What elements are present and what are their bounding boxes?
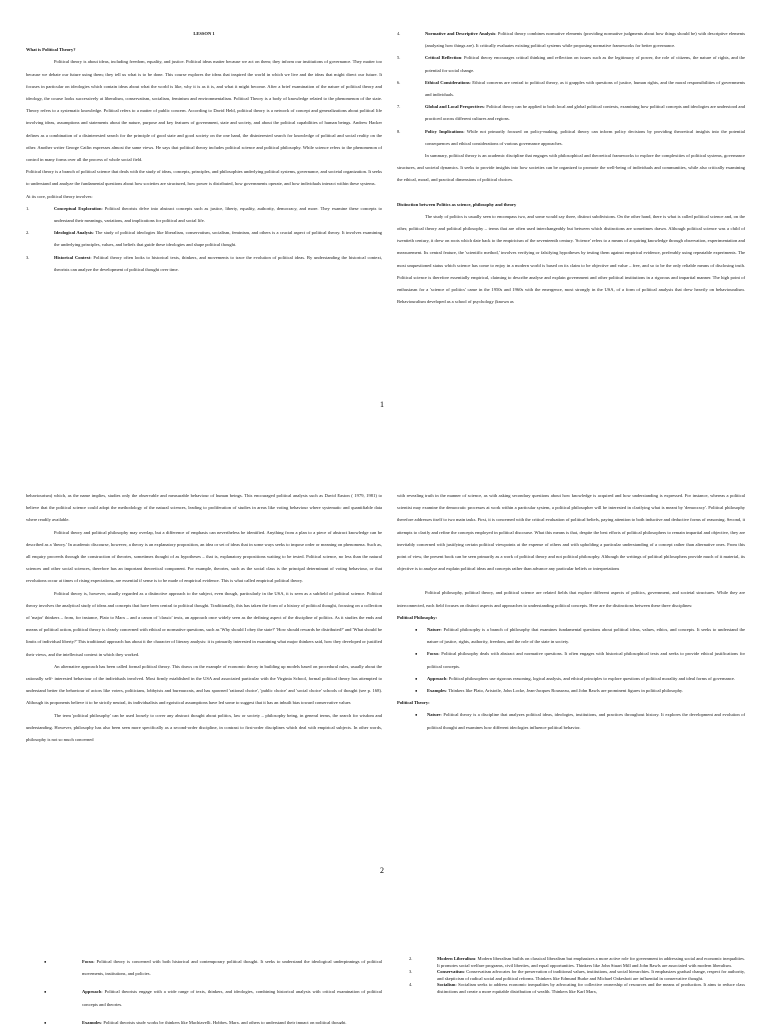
page-3-right-column <box>397 956 745 996</box>
list-item: 5. Critical Reflection: Political theory encourages critical thinking and reflection on issues such as the legitimacy of power, the role of citizens, the nature of rights, and the potential for social change. <box>397 55 745 73</box>
list-item: 2. Ideological Analysis: The study of political ideologies like liberalism, conservatism, socialism, feminism, and others is a crucial aspect of political theory. It involves examining the underlying principles, values, and beliefs that guide these ideologies and shape political thought. <box>26 230 382 248</box>
bullet-item: ● Approach: Political theorists engage with a wide range of texts, thinkers, and ideologies, combining historical analysis with critical examination of political concepts and theories. <box>26 986 382 1010</box>
paragraph: Political philosophy, political theory, and political science are related fields that explore different aspects of politics, government, and societal structures. While they are interconnected, each field focuses on distinct aspects and approaches to understanding political concepts. Here are the distinctions between these three disciplines: <box>397 590 745 608</box>
paragraph: The study of politics is usually seen to encompass two, and some would say three, distinct subdivisions. On the other hand, there is what is called political science and, on the other, political theory and political philosophy – terms that are often used interchangeably but between which distinctions are sometimes drawn. Although political science was a child of twentieth century, it drew on roots which date back to the empiricism of the seventeenth century. 'Science' refers to a means of acquiring knowledge through observation, experimentation and measurement. Its central feature, the 'scientific method,' involves verifying or falsifying hypotheses by testing them against empirical evidence, preferably using repeatable experiments. The most unquestioned status which science has come to enjoy in a modern world is based on its claim to be objective and value – free, and so to be the only reliable means of disclosing truth. Political science is therefore essentially empirical, claiming to describe analyse and explain government and other political institutions in a rigorous and impartial manner. The high point of enthusiasm for a 'science of politics' came in the 1950s and 1960s with the emergence, most strongly in the USA, of a form of political analysis that drew heavily on behaviouralism. Behaviouralism developed as a school of psychology (known as <box>397 213 745 305</box>
paragraph: An alternative approach has been called formal political theory. This draws on the example of economic theory in building up models based on procedural rules, usually about the rationally self- interested behaviour of the individuals involved. Most firmly established in the USA and associated particular with the Virginia School, formal political theory has attempted to understand better the behaviour of actors like voters, politicians, lobbyists and bureaucrats, and has spawned 'rational choice', 'public choice' and 'social choice' schools of thought (see p. 168). Although its proponents believe it to be strictly neutral, its individualists and egoistical assumptions have led some to suggest that it has an inbuilt bias toward conservative values <box>26 663 382 706</box>
paragraph: Political theory is about ideas, including freedom, equality, and justice. Political ideas matter because we act on them; they inform our institutions of governance. They matter too because we debate our future using them; they tell us what is to be done. This course explores the ideas that inspired the world in which we live and the ideas that might direct our future. It focuses in particular on ideologies which contain ideas about what the world is like, why it is as it is, and what it might become. After a brief examination of the nature of political theory and ideology, the course looks successively at liberalism, conservatism, socialism, feminism and environmentalism. Political Theory is a body of knowledge related to the phenomenon of the state. Theory refers to a systematic knowledge. Political refers to a matter of public concern. According to David Held, political theory is a network of concept and generalizations about political life involving ideas, assumptions and statements about the nature, purpose and key features of government, state and society, and about the political capabilities of human beings. Andrew Hacker defines as a combination of a disinterested search for the principle of good state and good society on the one hand, the disinterested search for knowledge of political and social reality on the other. Another writer George Catlin expresses almost the same views. He says that political theory includes political science and political philosophy. While science refers to the phenomenon of control in many forms over all the process of whole social field. <box>26 59 382 163</box>
list-item: 7. Global and Local Perspectives: Political theory can be applied to both local and global political contexts, examining how political concepts and ideologies are understood and practiced across different cultures and regions. <box>397 104 745 122</box>
bullet-item: ● Approach: Political philosophers use rigorous reasoning, logical analysis, and ethical principles to explore questions of political morality and ideal forms of governance. <box>397 673 745 685</box>
list-item: 4. Socialism: Socialism seeks to address economic inequalities by advocating for collective ownership of resources and the means of production. It aims to reduce class distinctions and create a more equitable distribution of wealth. Thinkers like Karl Marx, <box>409 982 745 994</box>
list-item: 3. Conservatism: Conservatism advocates for the preservation of traditional values, institutions, and social hierarchies. It emphasizes gradual change, respect for authority, and skepticism of radical social and political reforms. Thinkers like Edmund Burke and Michael Oakeshott are influential in conservative thought. <box>409 969 745 981</box>
subheading-political-philosophy: Political Philosophy: <box>397 614 438 620</box>
list-item: 6. Ethical Considerations: Ethical concerns are central to political theory, as it grapples with questions of justice, human rights, and the moral responsibilities of governments and individuals. <box>397 79 745 98</box>
page-2-left-column <box>26 490 382 746</box>
distinction-heading: Distinction between Politics as science, philosophy and theory <box>397 201 517 207</box>
paragraph: Political theory and political philosophy may overlap, but a difference of emphasis can nevertheless be identified. Anything from a plan to a piece of abstract knowledge can be described as a 'theory.' In academic discourse, however, a theory is an explanatory proposition, an idea or set of ideas that in some ways seeks to impose order or meaning on phenomena. Such as, all enquiry proceeds through the construction of theories, sometimes thought of as hypotheses – that is, explanatory propositions waiting to be tested. Political science, no less than the natural sciences and other social sciences, therefore has an important theoretical component. For example, theories, such as the social class is the principal determinant of voting behaviour, or that revolutions occur at times of rising expectations, are essential if sense is to be made of empirical evidence. This is what called empirical political theory. <box>26 529 382 584</box>
paragraph: with revealing truth in the manner of science, as with asking secondary questions about how knowledge is acquired and how understanding is expressed. For instance, whereas a political scientist may examine the democratic processes at work within a particular system, a political philosopher will be interested in clarifying what is meant by 'democracy'. Political philosophy therefore addresses itself to two main tasks. First, it is concerned with the critical evaluation of political beliefs, paying attention to both inductive and deductive forms of reasoning. Second, it attempts to clarify and refine the concepts employed in political discourse. What this means is that, despite the best efforts of political philosophers to remain impartial and objective, they are inevitably concerned with justifying certain political viewpoints at the expense of others and with upholding a particular understanding of a concept rather than alternative ones. From this point of view, the present book can be seen primarily as a work of political theory and not political philosophy. Although the writings of political philosophers provide much of it material, its objective is to analyse and explain political ideas and concepts rather than advance any particular beliefs or interpretations <box>397 493 745 572</box>
bullet-item: ● Examples: Thinkers like Plato, Aristotle, John Locke, Jean-Jacques Rousseau, and John Rawls are prominent figures in political philosophy. <box>397 685 745 697</box>
page-1 <box>0 28 768 420</box>
bullet-item: ● Focus: Political philosophy deals with abstract and normative questions. It often engages with historical philosophical texts and seeks to provide ethical justifications for political concepts. <box>397 648 745 672</box>
list-item: 8. Policy Implications: While not primarily focused on policy-making, political theory can inform policy decisions by providing theoretical insights into the potential consequences and ethical considerations of various governance approaches. <box>397 128 745 146</box>
page-1-left-column <box>26 28 382 276</box>
summary-paragraph: In summary, political theory is an academic discipline that engages with philosophical and theoretical frameworks to explore the complexities of political systems, governance structures, and societal dynamics. It seeks to provide insights into how societies can be organized to promote the well-being of individuals and communities, while also critically examining the ethical, moral, and practical dimensions of political choices. <box>397 153 745 183</box>
page-number: 1 <box>380 400 384 409</box>
list-item: 3. Historical Context: Political theory often looks to historical texts, thinkers, and movements to trace the evolution of political ideas. By understanding the historical context, theorists can analyze the development of political thought over time. <box>26 254 382 272</box>
page-3-left-column <box>26 956 382 1024</box>
paragraph: behaviourism) which, as the name implies, studies only the observable and measurable behaviour of human beings. This encouraged political analysts such as David Easton ( 1979, 1981) to believe that the political science could adopt the methodology of the natural sciences, leading to proliferation of studies in areas like voting behaviour where systematic and quantifiable data where readily available. <box>26 493 382 523</box>
page-1-right-column <box>397 28 745 308</box>
page-2-right-column <box>397 490 745 734</box>
bullet-item: ● Nature: Political philosophy is a branch of philosophy that examines fundamental questions about political ideas, values, ethics, and concepts. It seeks to understand the nature of justice, rights, authority, freedom, and the role of the state in society. <box>397 624 745 648</box>
lesson-title: LESSON 1 <box>193 31 215 36</box>
paragraph: Political theory is a branch of political science that deals with the study of ideas, concepts, principles, and philosophies underlying political systems, governance, and societal organization. It seeks to understand and analyze the fundamental questions about how societies are structured, how power is distributed, how governments operate, and how individuals interact within these systems. <box>26 169 382 187</box>
page-number: 2 <box>380 866 384 875</box>
bullet-item: ● Examples: Political theorists study works by thinkers like Machiavelli, Hobbes, Marx, and others to understand their impact on political thought. <box>26 1017 382 1024</box>
list-item: 1. Conceptual Exploration: Political theorists delve into abstract concepts such as justice, liberty, equality, authority, democracy, and more. They examine these concepts to understand their meanings, variations, and implications for political and social life. <box>26 205 382 224</box>
bullet-item: ● Nature: Political theory is a discipline that analyzes political ideas, ideologies, institutions, and practices throughout history. It explores the development and evolution of political thought and examines how different ideologies influence political behavior. <box>397 709 745 733</box>
paragraph: Political theory is, however, usually regarded as a distinctive approach to the subject, even though, particularly in the USA, it is seen as a subfield of political science. Political theory involves the analytical study of ideas and concepts that have been central to political thought. Traditionally, this has taken the form of a history of political thought, focusing on a collection of 'major' thinkers – from, for instance, Plato to Marx – and a canon of 'classic' texts, an approach once widely seen as the defining aspect of the discipline of politics. As it studies the ends and means of political action, political theory is clearly concerned with ethical or normative questions, such as 'Why should I obey the state?' 'How should rewards be distributed?' and 'What should be limits of individual liberty?' This traditional approach has about it the character of literary analysis: it is primarily interested in examining what major thinkers said, how they developed or justified their views, and the intellectual context in which they worked. <box>26 590 382 657</box>
section-heading: What is Political Theory? <box>26 47 76 53</box>
page-2 <box>0 490 768 882</box>
list-item: 4. Normative and Descriptive Analysis: Political theory combines normative elements (providing normative judgments about how things should be) with descriptive elements (analyzing how things are). It critically evaluates existing political systems while proposing normative frameworks for better governance. <box>397 31 745 49</box>
paragraph: At its core, political theory involves: <box>26 193 93 199</box>
subheading-political-theory: Political Theory: <box>397 700 430 706</box>
page-3 <box>0 956 768 1024</box>
list-item: 2. Modern Liberalism: Modern liberalism builds on classical liberalism but emphasizes a more active role for government in addressing social and economic inequalities. It promotes social welfare programs, civil liberties, and equal opportunities. Thinkers like John Stuart Mill and John Rawls are associated with modern liberalism. <box>409 956 746 968</box>
paragraph: The term 'political philosophy' can be used loosely to cover any abstract thought about politics, law or society – philosophy being, in general terms, the search for wisdom and understanding. However, philosophy has also been seen more specifically as a second-order discipline, in contrast to first-order disciplines which deal with empirical subjects. In other words, philosophy is not so much concerned <box>26 712 382 743</box>
bullet-item: ● Focus: Political theory is concerned with both historical and contemporary political thought. It seeks to understand the ideological underpinnings of political movements, institutions, and policies. <box>26 956 382 980</box>
